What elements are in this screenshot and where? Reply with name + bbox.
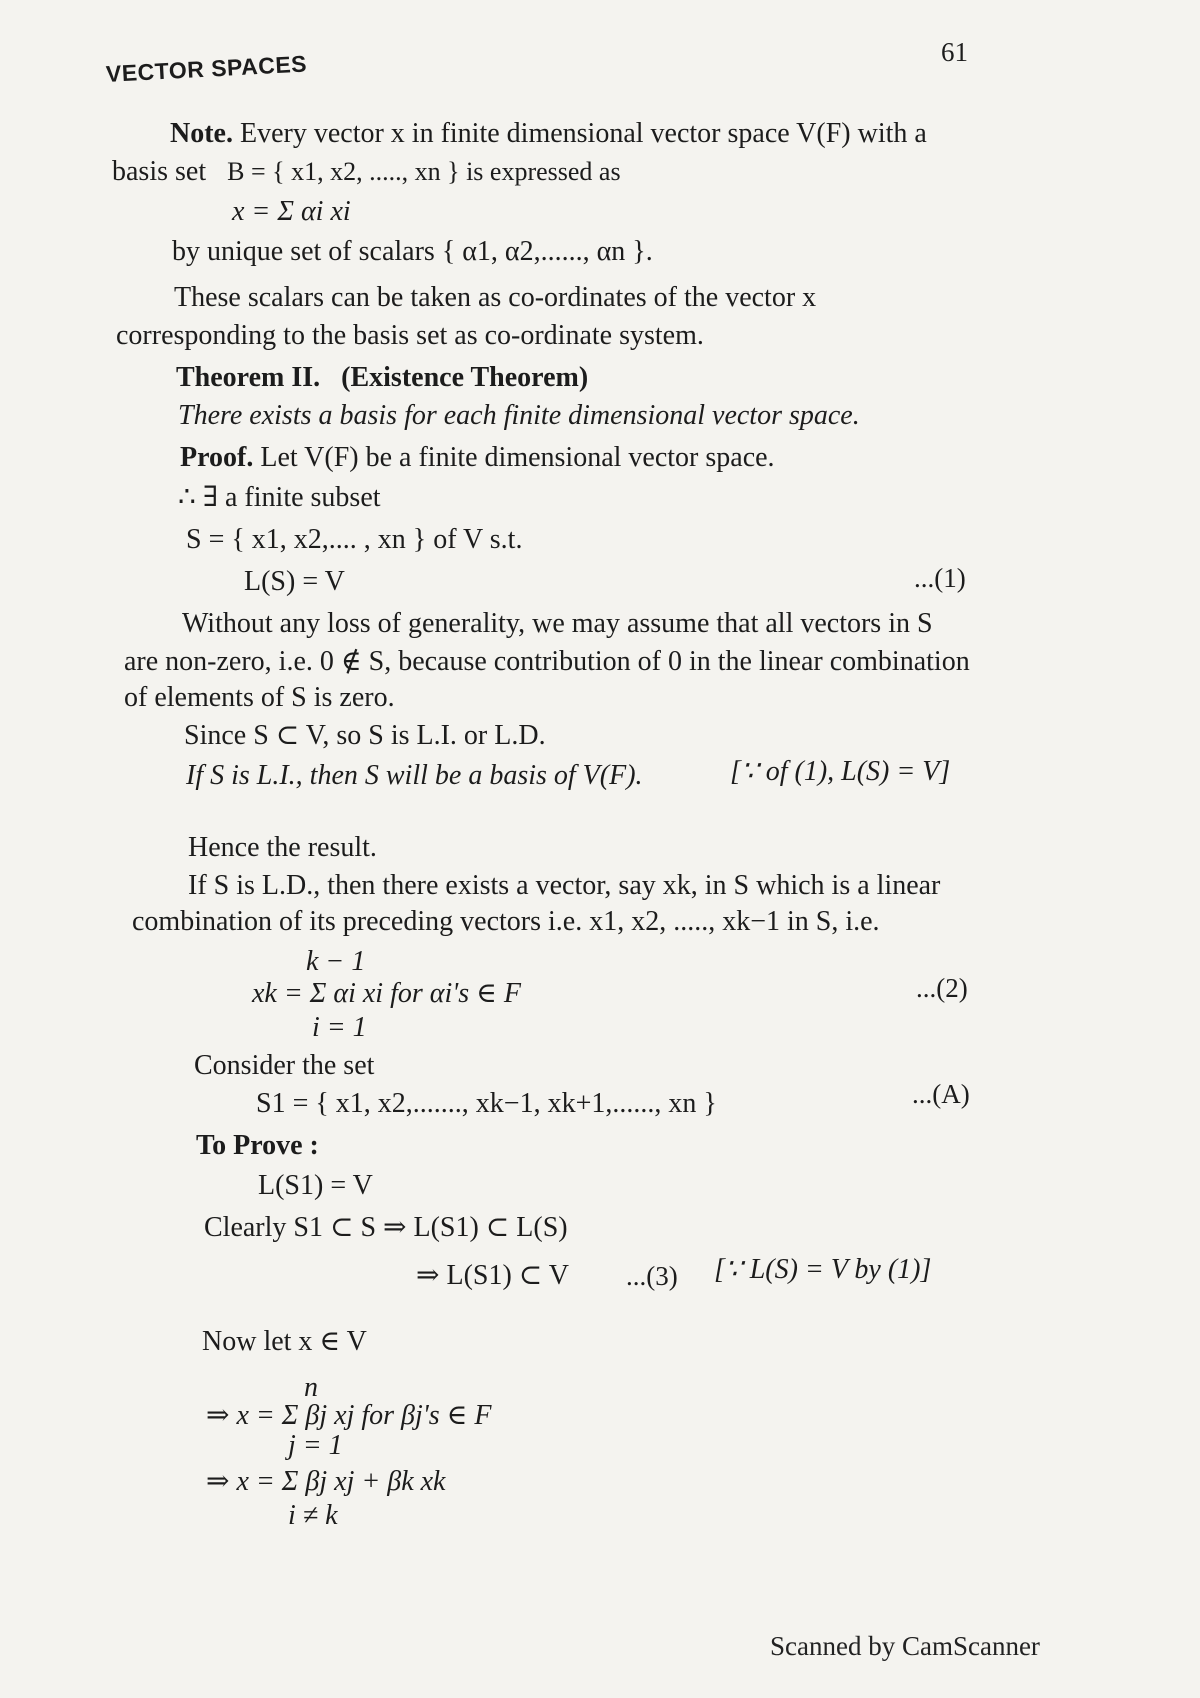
note-line-5: These scalars can be taken as co-ordinates of the vector x <box>174 282 817 313</box>
if-ld-line-1: If S is L.D., then there exists a vector, say xk, in S which is a linear <box>188 870 941 901</box>
since-line: Since S ⊂ V, so S is L.I. or L.D. <box>184 720 546 751</box>
sum-2-lower-limit: i ≠ k <box>288 1500 338 1531</box>
theorem-statement: There exists a basis for each finite dimensional vector space. <box>178 400 860 431</box>
equation-1-ref: ...(1) <box>914 563 966 593</box>
paragraph-1-line-1: Without any loss of generality, we may assume that all vectors in S <box>182 608 933 639</box>
clearly-line-2: ⇒ L(S1) ⊂ V <box>416 1260 569 1291</box>
note-formula: x = Σ αi xi <box>232 196 351 227</box>
proof-label: Proof. <box>180 442 254 473</box>
sum-1: ⇒ x = Σ βj xj for βj's ∈ F <box>206 1400 492 1431</box>
if-ld-line-2: combination of its preceding vectors i.e. x1, x2, ....., xk−1 in S, i.e. <box>132 906 880 937</box>
note-line-1 <box>170 118 927 150</box>
sum-1-upper-limit: n <box>304 1372 318 1403</box>
equation-2: xk = Σ αi xi for αi's ∈ F <box>252 978 521 1009</box>
note-text-1: Every vector x in finite dimensional vector space V(F) with a <box>239 118 927 149</box>
theorem-title: (Existence Theorem) <box>341 362 589 393</box>
theorem-heading <box>176 362 588 394</box>
equation-1: L(S) = V <box>244 566 345 597</box>
equation-2-upper-limit: k − 1 <box>306 946 366 977</box>
if-li-line: If S is L.I., then S will be a basis of V(F). <box>186 760 643 791</box>
to-prove-label: To Prove : <box>196 1130 319 1161</box>
to-prove-equation: L(S1) = V <box>258 1170 373 1201</box>
proof-line-2: ∴ ∃ a finite subset <box>178 482 381 513</box>
sum-1-lower-limit: j = 1 <box>288 1430 343 1461</box>
equation-2-lower-limit: i = 1 <box>312 1012 367 1043</box>
clearly-reason: [∵ L(S) = V by (1)] <box>714 1254 932 1285</box>
set-a-ref: ...(A) <box>912 1079 970 1109</box>
hence-line: Hence the result. <box>188 832 377 863</box>
if-li-reason: [∵ of (1), L(S) = V] <box>730 756 951 787</box>
proof-line-3: S = { x1, x2,.... , xn } of V s.t. <box>186 524 523 555</box>
note-line-2 <box>112 156 621 188</box>
running-title: VECTOR SPACES <box>105 50 308 87</box>
note-label: Note. <box>170 118 233 149</box>
bleed-through-text <box>600 52 605 75</box>
note-line-6: corresponding to the basis set as co-ordinate system. <box>116 320 704 351</box>
paragraph-1-line-2: are non-zero, i.e. 0 ∉ S, because contribution of 0 in the linear combination <box>124 646 970 677</box>
paragraph-1-line-3: of elements of S is zero. <box>124 682 395 713</box>
equation-3-ref: ...(3) <box>626 1261 678 1291</box>
equation-2-ref: ...(2) <box>916 973 968 1003</box>
proof-text-1: Let V(F) be a finite dimensional vector space. <box>260 442 775 473</box>
note-line-4: by unique set of scalars { α1, α2,......, αn }. <box>172 236 653 267</box>
basis-set-prefix: basis set <box>112 156 207 187</box>
consider-line: Consider the set <box>194 1050 375 1081</box>
theorem-label: Theorem II. <box>176 362 321 393</box>
clearly-line-1: Clearly S1 ⊂ S ⇒ L(S1) ⊂ L(S) <box>204 1212 568 1243</box>
now-let-line: Now let x ∈ V <box>202 1326 367 1357</box>
basis-set-expression: B = { x1, x2, ....., xn } is expressed as <box>227 157 621 186</box>
scanner-watermark: Scanned by CamScanner <box>770 1631 1040 1661</box>
proof-line-1 <box>180 442 775 474</box>
set-a-definition: S1 = { x1, x2,......., xk−1, xk+1,......, xn } <box>256 1088 717 1119</box>
sum-2: ⇒ x = Σ βj xj + βk xk <box>206 1466 446 1497</box>
page-number: 61 <box>941 37 968 67</box>
